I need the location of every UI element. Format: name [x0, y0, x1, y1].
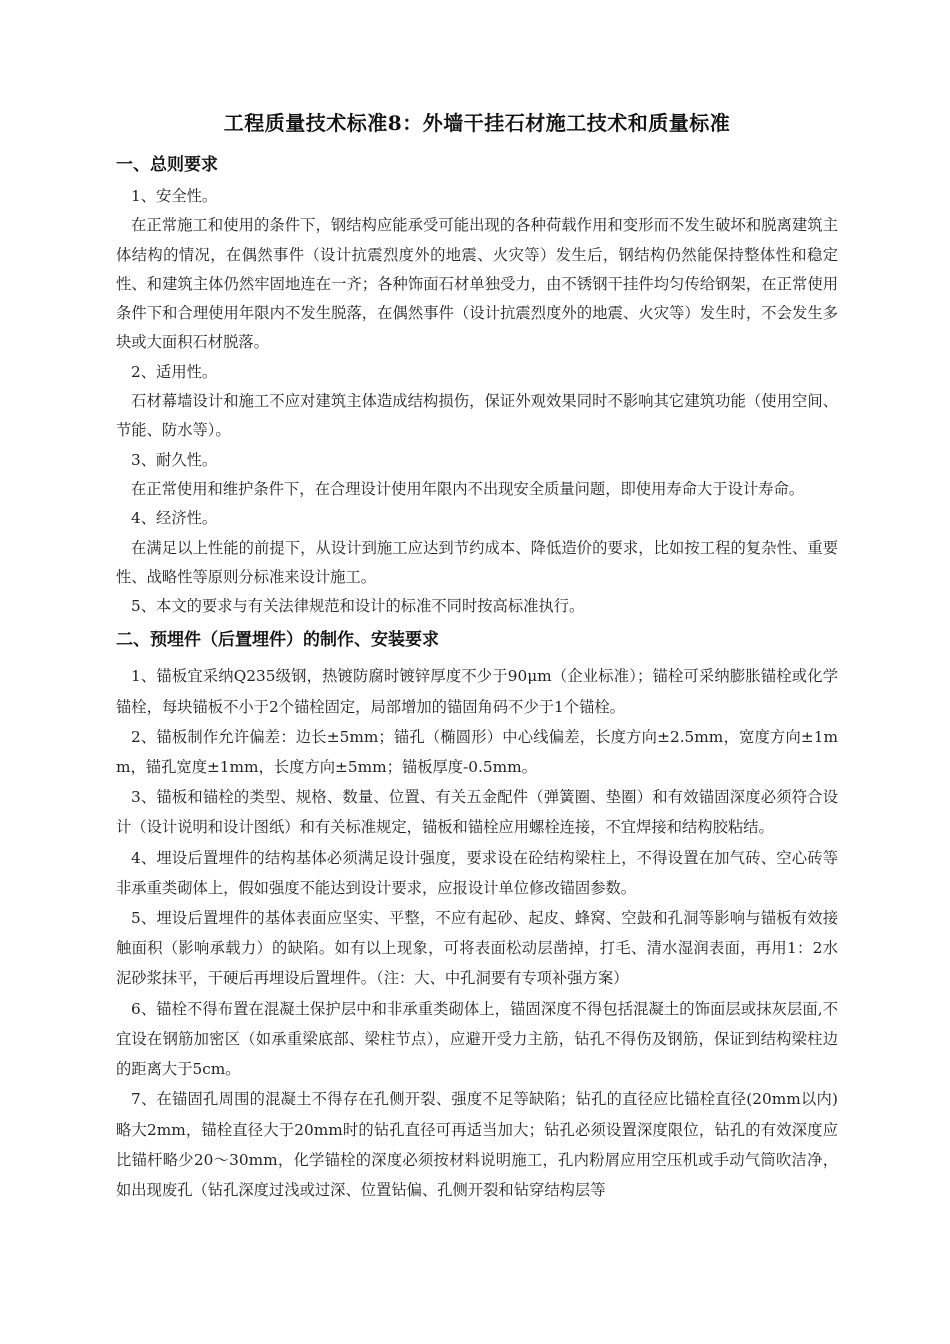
paragraph-anchor-plate-tolerance: 2、锚板制作允许偏差：边长±5mm；锚孔（椭圆形）中心线偏差，长度方向±2.5mm，宽度方向±1mm，锚孔宽度±1mm，长度方向±5mm；锚板厚度-0.5mm。: [116, 727, 838, 777]
paragraph-economy: 在满足以上性能的前提下，从设计到施工应达到节约成本、降低造价的要求，比如按工程的复杂性、重要性、战略性等原则分标准来设计施工。: [116, 538, 838, 586]
paragraph-base-surface: 5、埋设后置埋件的基体表面应坚实、平整，不应有起砂、起皮、蜂窝、空鼓和孔洞等影响与锚板有效接触面积（影响承载力）的缺陷。如有以上现象，可将表面松动层凿掉，打毛、清水湿润表面，再用1：2水泥砂浆抹平，干硬后再埋设后置埋件。（注：大、中孔洞要有专项补强方案）: [116, 909, 838, 988]
document-page: [116, 104, 838, 1205]
section-embedded-parts: [116, 623, 838, 1205]
item-heading-economy: 4、经济性。: [131, 509, 218, 528]
item-heading-durability: 3、耐久性。: [131, 450, 218, 469]
paragraph-anchor-placement: 6、锚栓不得布置在混凝土保护层中和非承重类砌体上，锚固深度不得包括混凝土的饰面层或抹灰层面,不宜设在钢筋加密区（如承重梁底部、梁柱节点），应避开受力主筋，钻孔不得伤及钢筋，保证到结构梁柱边的距离大于5cm。: [116, 999, 838, 1079]
paragraph-safety: 在正常施工和使用的条件下，钢结构应能承受可能出现的各种荷载作用和变形而不发生破坏和脱离建筑主体结构的情况，在偶然事件（设计抗震烈度外的地震、火灾等）发生后，钢结构仍然能保持整体性和稳定性、和建筑主体仍然牢固地连在一齐；各种饰面石材单独受力，由不锈钢干挂件均匀传给钢架，在正常使用条件下和合理使用年限内不发生脱落，在偶然事件（设计抗震烈度外的地震、火灾等）发生时，不会发生多块或大面积石材脱落。: [116, 216, 838, 352]
section-heading: 一、总则要求: [116, 155, 218, 175]
section-general-requirements: [116, 148, 838, 621]
paragraph-drilling-requirements: 7、在锚固孔周围的混凝土不得存在孔侧开裂、强度不足等缺陷；钻孔的直径应比锚栓直径(20mm以内)略大2mm，锚栓直径大于20mm时的钻孔直径可再适当加大；钻孔必须设置深度限位，钻孔的有效深度应比锚杆略少20～30mm，化学锚栓的深度必须按材料说明施工，孔内粉屑应用空压机或手动气筒吹洁净，如出现废孔（钻孔深度过浅或过深、位置钻偏、孔侧开裂和钻穿结构层等: [116, 1090, 838, 1199]
paragraph-anchor-plate-material: 1、锚板宜采纳Q235级钢，热镀防腐时镀锌厚度不少于90μm（企业标准）；锚栓可采纳膨胀锚栓或化学锚栓，每块锚板不小于2个锚栓固定，局部增加的锚固角码不少于1个锚栓。: [116, 667, 838, 716]
paragraph-base-strength: 4、埋设后置埋件的结构基体必须满足设计强度，要求设在砼结构梁柱上，不得设置在加气砖、空心砖等非承重类砌体上，假如强度不能达到设计要求，应报设计单位修改锚固参数。: [116, 848, 838, 897]
paragraph-anchor-type-spec: 3、锚板和锚栓的类型、规格、数量、位置、有关五金配件（弹簧圈、垫圈）和有效锚固深度必须符合设计（设计说明和设计图纸）和有关标准规定，锚板和锚栓应用螺栓连接，不宜焊接和结构胶粘结。: [116, 788, 838, 837]
paragraph-standards-priority: 5、本文的要求与有关法律规范和设计的标准不同时按高标准执行。: [131, 597, 585, 616]
item-heading-applicability: 2、适用性。: [131, 362, 218, 381]
document-title: 工程质量技术标准8：外墙干挂石材施工技术和质量标准: [223, 111, 731, 135]
paragraph-durability: 在正常使用和维护条件下，在合理设计使用年限内不出现安全质量问题，即使用寿命大于设计寿命。: [131, 479, 805, 498]
section-heading: 二、预埋件（后置埋件）的制作、安装要求: [116, 630, 439, 651]
item-heading-safety: 1、安全性。: [131, 187, 218, 205]
paragraph-applicability: 石材幕墙设计和施工不应对建筑主体造成结构损伤，保证外观效果同时不影响其它建筑功能（使用空间、节能、防水等）。: [116, 392, 838, 440]
